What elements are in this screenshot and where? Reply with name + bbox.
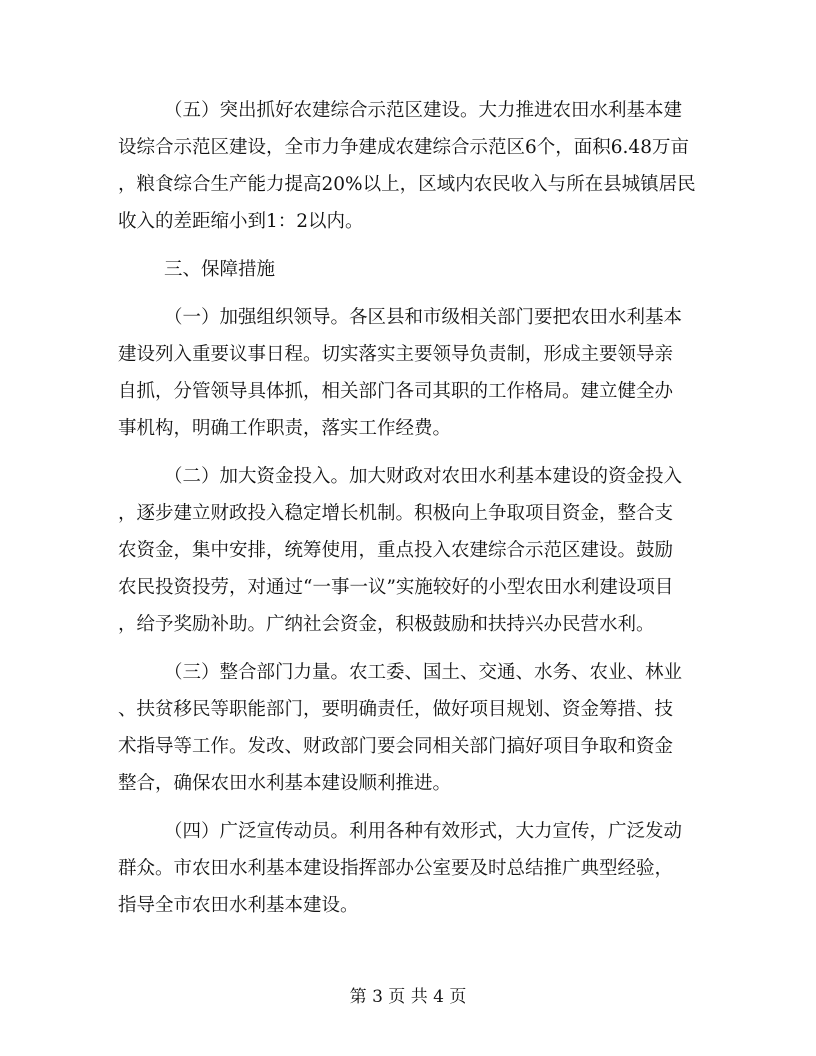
text-line: 指导全市农田水利基本建设。 — [118, 895, 359, 916]
text-line: 、扶贫移民等职能部门，要明确责任，做好项目规划、资金筹措、技 — [118, 699, 674, 720]
text-line: （四）广泛宣传动员。利用各种有效形式，大力宣传，广泛发动 — [164, 821, 683, 842]
text-line: 设综合示范区建设，全市力争建成农建综合示范区6个，面积6.48万亩 — [118, 137, 689, 158]
text-line: 农资金，集中安排，统筹使用，重点投入农建综合示范区建设。鼓励 — [118, 540, 674, 561]
text-line: （一）加强组织领导。各区县和市级相关部门要把农田水利基本 — [164, 307, 683, 328]
document-body — [118, 92, 708, 935]
text-line: 群众。市农田水利基本建设指挥部办公室要及时总结推广典型经验， — [118, 858, 674, 879]
section-heading — [118, 251, 708, 288]
page-number-footer: 第 3 页 共 4 页 — [349, 987, 467, 1007]
text-line: 收入的差距缩小到1：2以内。 — [118, 211, 364, 232]
text-line: 整合，确保农田水利基本建设顺利推进。 — [118, 773, 452, 794]
text-line: 自抓，分管领导具体抓，相关部门各司其职的工作格局。建立健全办 — [118, 381, 674, 402]
text-line: 术指导等工作。发改、财政部门要会同相关部门搞好项目争取和资金 — [118, 736, 674, 757]
text-line: （三）整合部门力量。农工委、国土、交通、水务、农业、林业 — [164, 662, 683, 683]
text-line: 建设列入重要议事日程。切实落实主要领导负责制，形成主要领导亲 — [118, 344, 674, 365]
text-line: （二）加大资金投入。加大财政对农田水利基本建设的资金投入 — [164, 466, 683, 487]
paragraph-section-5 — [118, 92, 708, 240]
text-line: （五）突出抓好农建综合示范区建设。大力推进农田水利基本建 — [164, 100, 683, 121]
text-line: ，逐步建立财政投入稳定增长机制。积极向上争取项目资金，整合支 — [118, 503, 674, 524]
text-line: 事机构，明确工作职责，落实工作经费。 — [118, 418, 452, 439]
heading-text: 三、保障措施 — [164, 259, 276, 280]
paragraph-measure-1 — [118, 299, 708, 447]
text-line: ，给予奖励补助。广纳社会资金，积极鼓励和扶持兴办民营水利。 — [118, 614, 655, 635]
paragraph-measure-2 — [118, 458, 708, 643]
text-line: ，粮食综合生产能力提高20%以上，区域内农民收入与所在县城镇居民 — [118, 174, 696, 195]
paragraph-measure-4 — [118, 813, 708, 924]
text-line: 农民投资投劳，对通过“一事一议”实施较好的小型农田水利建设项目 — [118, 577, 674, 598]
paragraph-measure-3 — [118, 654, 708, 802]
